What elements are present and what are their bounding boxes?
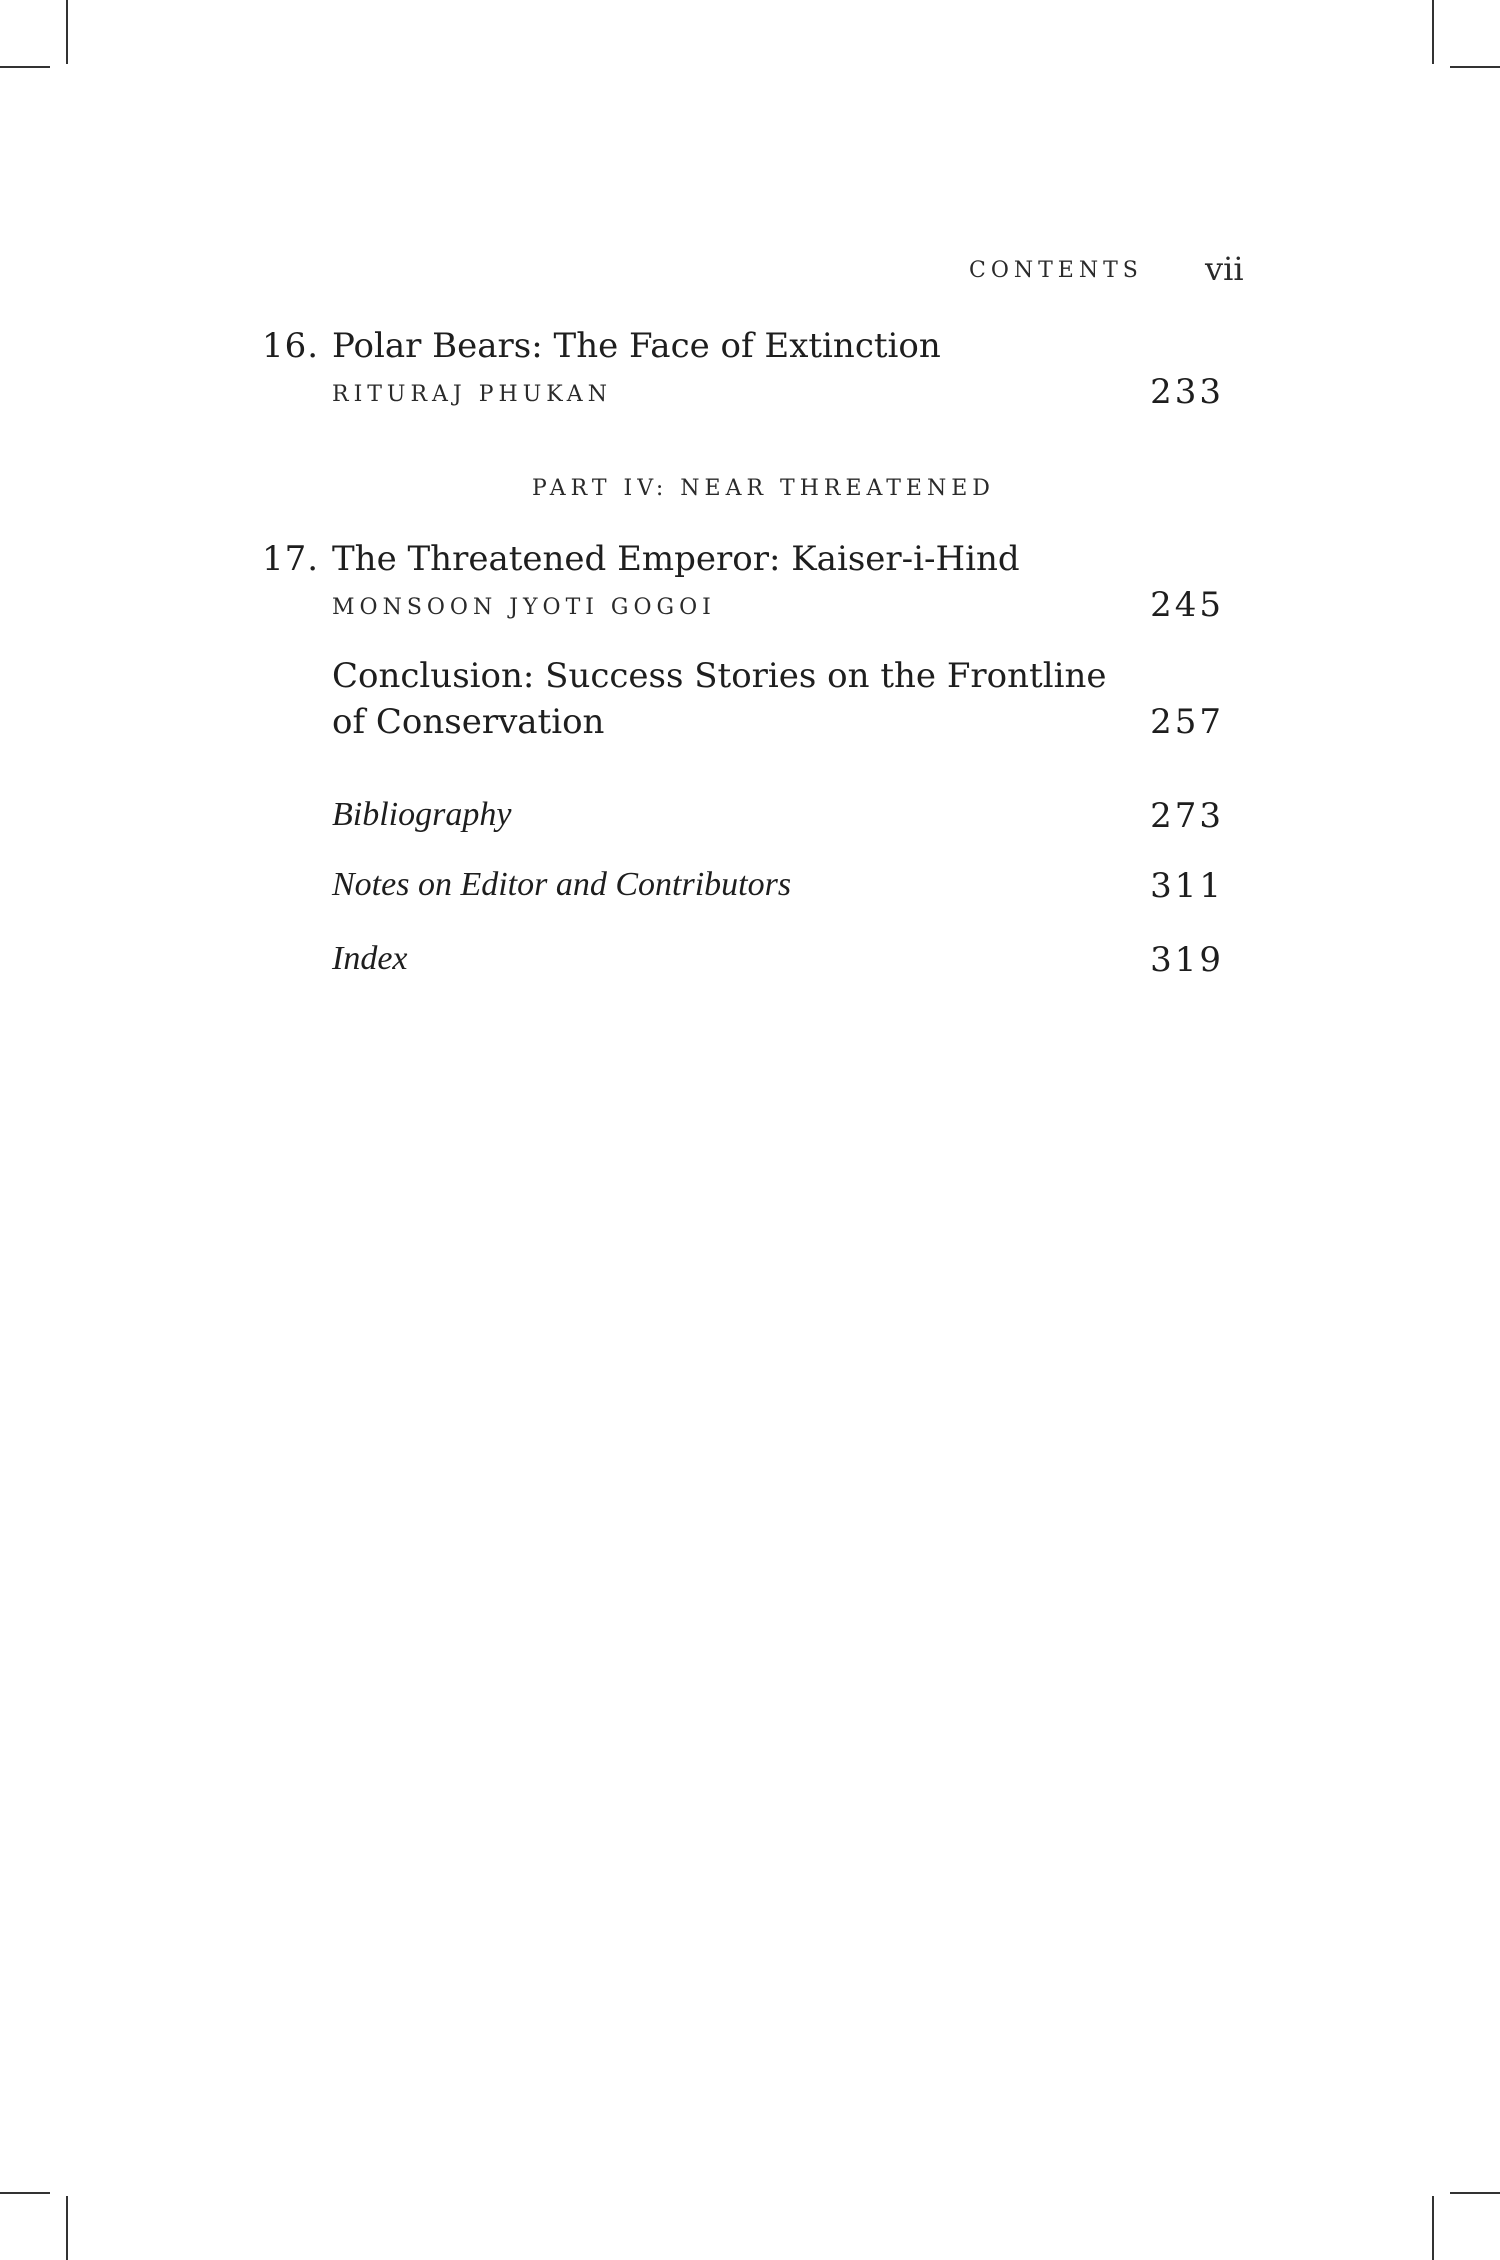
chapter-author: RITURAJ PHUKAN [332,382,612,407]
chapter-title: The Threatened Emperor: Kaiser-i-Hind [332,539,1020,579]
crop-mark-bottom-right [1432,2196,1434,2260]
crop-mark-bottom-left [0,2192,50,2194]
chapter-number: 16. [262,326,320,366]
chapter-number: 17. [262,539,320,579]
running-header-label: CONTENTS [969,258,1143,283]
back-matter-page-number: 273 [1150,796,1224,836]
crop-mark-top-right [1450,66,1500,68]
chapter-page-number: 233 [1150,372,1224,412]
part-heading: PART IV: NEAR THREATENED [532,476,995,501]
conclusion-title-line-1: Conclusion: Success Stories on the Frontline [332,656,1107,696]
chapter-page-number: 245 [1150,585,1224,625]
crop-mark-top-right [1432,0,1434,64]
chapter-author: MONSOON JYOTI GOGOI [332,595,716,620]
crop-mark-bottom-right [1450,2192,1500,2194]
conclusion-page-number: 257 [1150,702,1224,742]
running-header-page-number: vii [1205,250,1244,288]
crop-mark-top-left [66,0,68,64]
back-matter-title-notes: Notes on Editor and Contributors [332,866,792,903]
back-matter-title-bibliography: Bibliography [332,796,512,833]
back-matter-page-number: 311 [1150,866,1224,906]
crop-mark-bottom-left [66,2196,68,2260]
back-matter-title-index: Index [332,940,408,977]
chapter-title: Polar Bears: The Face of Extinction [332,326,941,366]
conclusion-title-line-2: of Conservation [332,702,605,742]
crop-mark-top-left [0,66,50,68]
back-matter-page-number: 319 [1150,940,1224,980]
